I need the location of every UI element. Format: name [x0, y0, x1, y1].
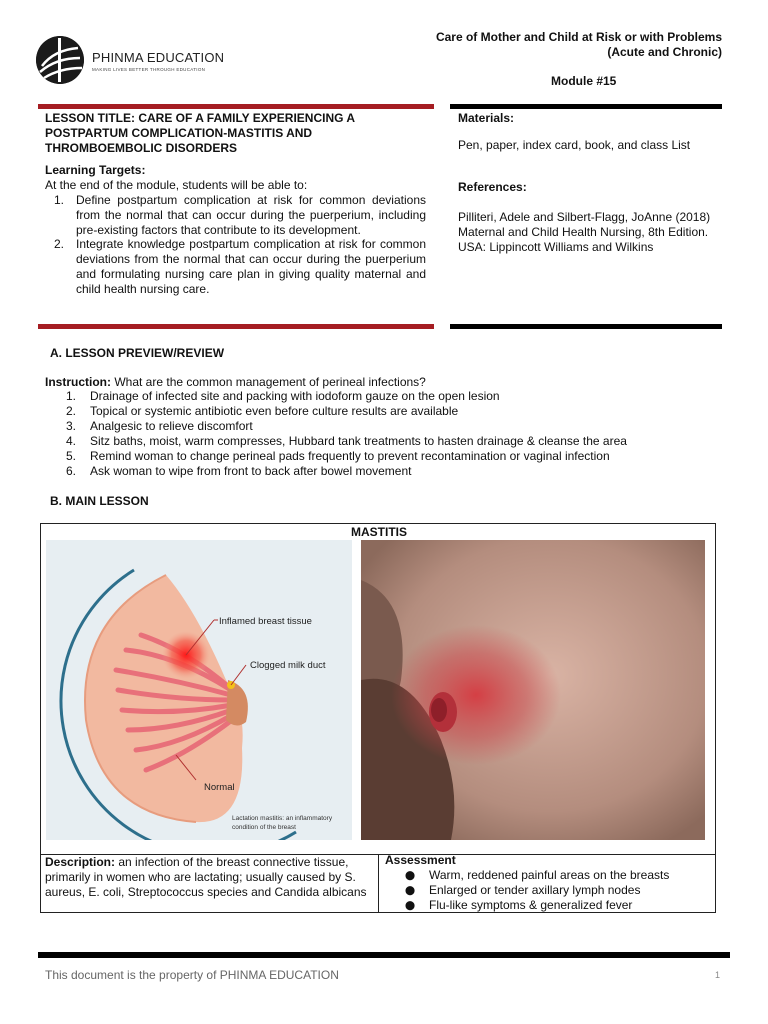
label-normal: Normal: [204, 782, 235, 793]
lesson-title: LESSON TITLE: CARE OF A FAMILY EXPERIENCING A POSTPARTUM COMPLICATION-MASTITIS AND THROMBOEMBOLIC DISORDERS: [45, 111, 355, 155]
logo-emblem-icon: [36, 36, 84, 84]
logo-brand-text: PHINMA EDUCATION: [92, 50, 225, 65]
table-column-divider: [378, 854, 379, 912]
table-title: MASTITIS: [351, 525, 407, 539]
list-item: ⬤ Flu-like symptoms & generalized fever: [405, 898, 633, 912]
list-item: ⬤ Warm, reddened painful areas on the breasts: [405, 868, 670, 882]
learning-targets-list: [50, 193, 426, 297]
learning-targets-heading: Learning Targets:: [45, 163, 146, 177]
list-item: 2. Topical or systemic antibiotic even before culture results are available: [66, 404, 459, 418]
phinma-logo: [36, 36, 225, 88]
page-number: 1: [715, 970, 721, 980]
assessment-heading: Assessment: [385, 853, 456, 867]
bullet-icon: ⬤: [405, 900, 416, 910]
mastitis-table: [40, 523, 716, 913]
diagram-caption-2: condition of the breast: [232, 824, 296, 831]
list-item: 3. Analgesic to relieve discomfort: [66, 419, 253, 433]
section-a-heading: A. LESSON PREVIEW/REVIEW: [50, 346, 225, 360]
footer-text: This document is the property of PHINMA EDUCATION: [45, 968, 339, 982]
list-item: 6. Ask woman to wipe from front to back after bowel movement: [66, 464, 412, 478]
lesson-bottom-rule: [38, 324, 434, 329]
list-item: 2. Integrate knowledge postpartum complication at risk for common deviations from the normal that can occur during the puerperium and formulating nursing care plan in giving quality maternal and child health nursing care.: [54, 237, 426, 296]
module-number: Module #15: [551, 74, 617, 88]
list-item: 1. Drainage of infected site and packing with iodoform gauze on the open lesion: [66, 389, 500, 403]
label-inflamed: Inflamed breast tissue: [219, 616, 312, 627]
logo-tagline: MAKING LIVES BETTER THROUGH EDUCATION: [92, 67, 206, 72]
list-item: ⬤ Enlarged or tender axillary lymph nodes: [405, 883, 641, 897]
materials-heading: Materials:: [458, 111, 515, 125]
course-title: Care of Mother and Child at Risk or with Problems (Acute and Chronic): [435, 30, 722, 59]
materials-bottom-rule: [450, 324, 722, 329]
assessment-list: [403, 868, 669, 913]
footer-rule: [38, 952, 730, 958]
mastitis-photo: [361, 540, 705, 840]
management-list: [66, 389, 706, 479]
list-item: 1. Define postpartum complication at risk for common deviations from the normal that can occur during the puerperium, including pre-existing factors that contribute to its development.: [54, 193, 426, 237]
references-text: Pilliteri, Adele and Silbert-Flagg, JoAnne (2018) Maternal and Child Health Nursing, 8th Edition. USA: Lippincott Williams and Wilkins: [458, 210, 711, 254]
instruction-line: Instruction: What are the common management of perineal infections?: [45, 375, 426, 389]
mastitis-diagram: [46, 540, 352, 840]
materials-text: Pen, paper, index card, book, and class List: [458, 138, 691, 152]
list-item: 4. Sitz baths, moist, warm compresses, Hubbard tank treatments to hasten drainage & cleanse the area: [66, 434, 627, 448]
description-cell: Description: an infection of the breast connective tissue, primarily in women who are lactating; usually caused by S. aureus, E. coli, Streptococcus species and Candida albicans: [45, 855, 367, 899]
label-clogged: Clogged milk duct: [250, 660, 326, 671]
learning-targets-intro: At the end of the module, students will be able to:: [45, 178, 308, 192]
list-item: 5. Remind woman to change perineal pads frequently to prevent recontamination or vaginal infection: [66, 449, 610, 463]
materials-top-rule: [450, 104, 722, 109]
bullet-icon: ⬤: [405, 885, 416, 895]
section-b-heading: B. MAIN LESSON: [50, 494, 149, 508]
lesson-top-rule: [38, 104, 434, 109]
references-heading: References:: [458, 180, 527, 194]
bullet-icon: ⬤: [405, 870, 416, 880]
diagram-caption-1: Lactation mastitis: an inflammatory: [232, 815, 333, 822]
